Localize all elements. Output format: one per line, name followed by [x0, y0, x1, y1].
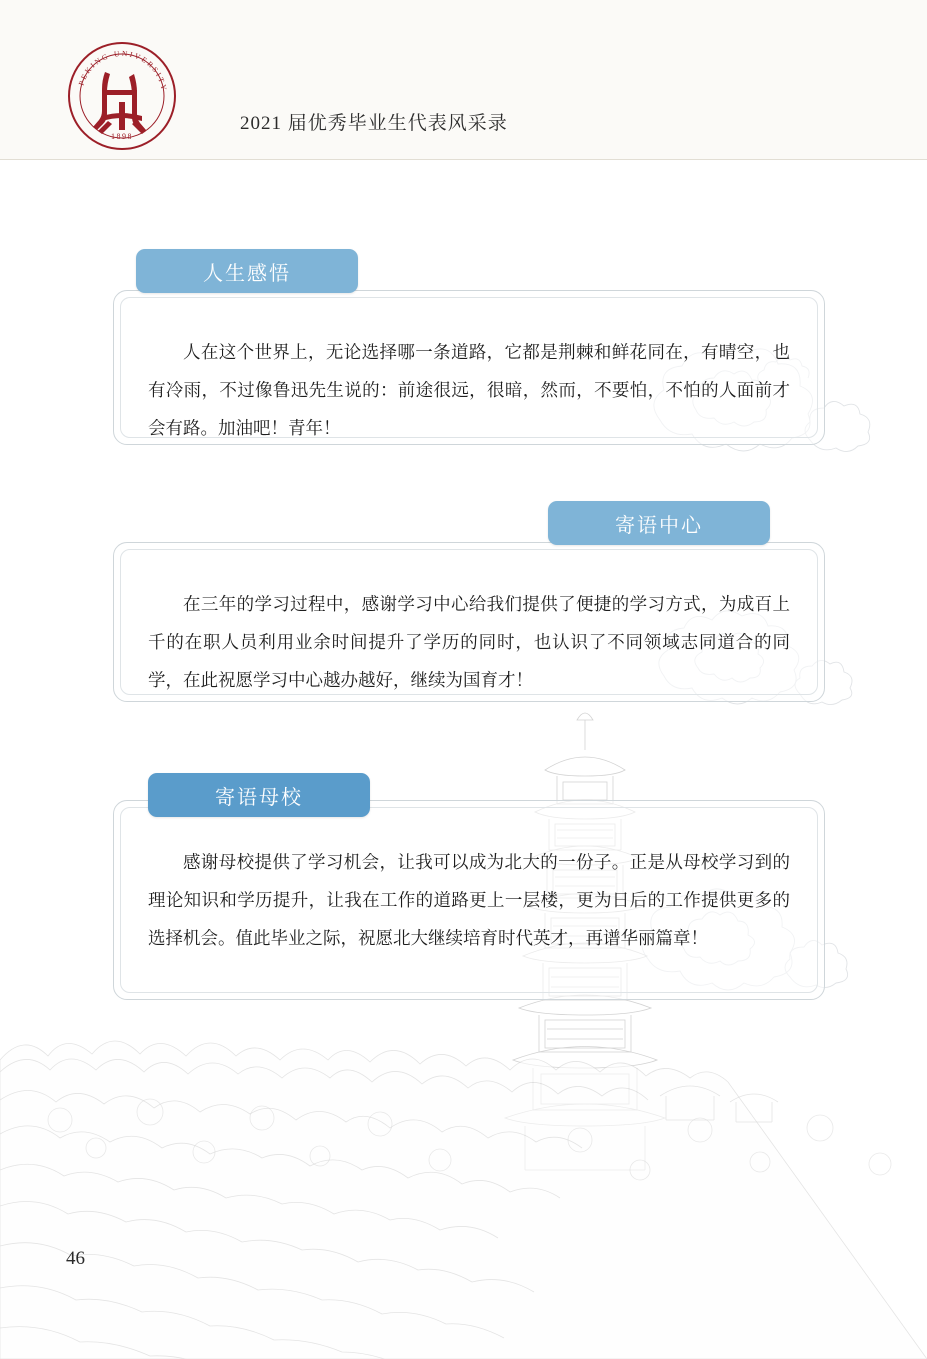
page-title: 2021 届优秀毕业生代表风采录 [240, 113, 508, 134]
section-body-text: 在三年的学习过程中，感谢学习中心给我们提供了便捷的学习方式，为成百上千的在职人员利用业余时间提升了学历的同时，也认识了不同领域志同道合的同学，在此祝愿学习中心越办越好，继续为国育才！ [148, 594, 790, 690]
section-card-life-reflections [113, 290, 825, 445]
section-body-text: 感谢母校提供了学习机会，让我可以成为北大的一份子。正是从母校学习到的理论知识和学历提升，让我在工作的道路更上一层楼，更为日后的工作提供更多的选择机会。值此毕业之际，祝愿北大继续培育时代英才，再谱华丽篇章！ [148, 852, 790, 948]
seal-outer-text: PEKING UNIVERSITY [76, 48, 169, 93]
section-body-text: 人在这个世界上，无论选择哪一条道路，它都是荆棘和鲜花同在，有晴空，也有冷雨，不过像鲁迅先生说的：前途很远，很暗，然而，不要怕，不怕的人面前才会有路。加油吧！青年！ [148, 342, 790, 438]
background-artwork [0, 700, 927, 1359]
section-tab-label: 人生感悟 [203, 262, 291, 285]
section-card-message-to-alma-mater [113, 800, 825, 1000]
page-number: 46 [66, 1248, 85, 1269]
section-tab-life-reflections [136, 249, 358, 293]
page-header [0, 0, 927, 160]
section-tab-label: 寄语母校 [215, 786, 303, 809]
section-card-message-to-center [113, 542, 825, 702]
section-tab-message-to-center [548, 501, 770, 545]
section-tab-message-to-alma-mater [148, 773, 370, 817]
section-tab-label: 寄语中心 [615, 514, 703, 537]
peking-university-seal-icon [66, 40, 178, 152]
seal-year: 1898 [111, 132, 133, 141]
